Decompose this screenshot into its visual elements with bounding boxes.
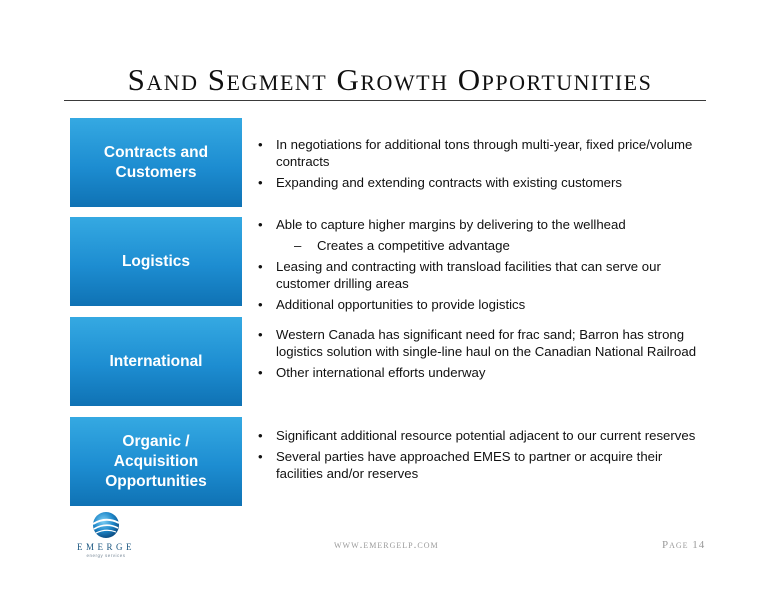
bullet-item: • Additional opportunities to provide logistics	[257, 297, 697, 314]
bullet-item: • Several parties have approached EMES to partner or acquire their facilities and/or reserves	[257, 449, 697, 482]
category-box-international	[70, 317, 242, 406]
bullet-item: • Western Canada has significant need for frac sand; Barron has strong logistics solution with single-line haul on the Canadian National Railroad	[257, 327, 697, 360]
category-label: Organic / Acquisition Opportunities	[105, 432, 207, 490]
bullet-item: • In negotiations for additional tons through multi-year, fixed price/volume contracts	[257, 137, 697, 170]
bullet-item: • Significant additional resource potential adjacent to our current reserves	[257, 428, 697, 445]
category-box-contracts	[70, 118, 242, 207]
bullet-list	[257, 137, 697, 196]
bullet-list	[257, 217, 697, 318]
category-label: Logistics	[121, 252, 191, 270]
bullet-item: • Leasing and contracting with transload facilities that can serve our customer drilling areas	[257, 259, 697, 292]
footer-website: www.emergelp.com	[334, 539, 439, 551]
bullet-list	[257, 428, 697, 487]
category-label: International	[109, 352, 203, 370]
sub-bullet-item: – Creates a competitive advantage	[257, 238, 697, 255]
bullet-item: • Expanding and extending contracts with existing customers	[257, 175, 697, 192]
logo-tagline: energy services	[86, 553, 126, 558]
category-box-organic-acquisition	[70, 417, 242, 506]
bullet-item: • Other international efforts underway	[257, 365, 697, 382]
slide-title: Sand Segment Growth Opportunities	[127, 62, 653, 97]
category-box-logistics	[70, 217, 242, 306]
title-divider	[64, 100, 706, 101]
logo-wordmark: EMERGE	[77, 542, 135, 552]
page-number: Page 14	[662, 539, 706, 551]
bullet-item: • Able to capture higher margins by delivering to the wellhead	[257, 217, 697, 234]
category-label: Contracts and Customers	[103, 143, 209, 181]
bullet-list	[257, 327, 697, 386]
